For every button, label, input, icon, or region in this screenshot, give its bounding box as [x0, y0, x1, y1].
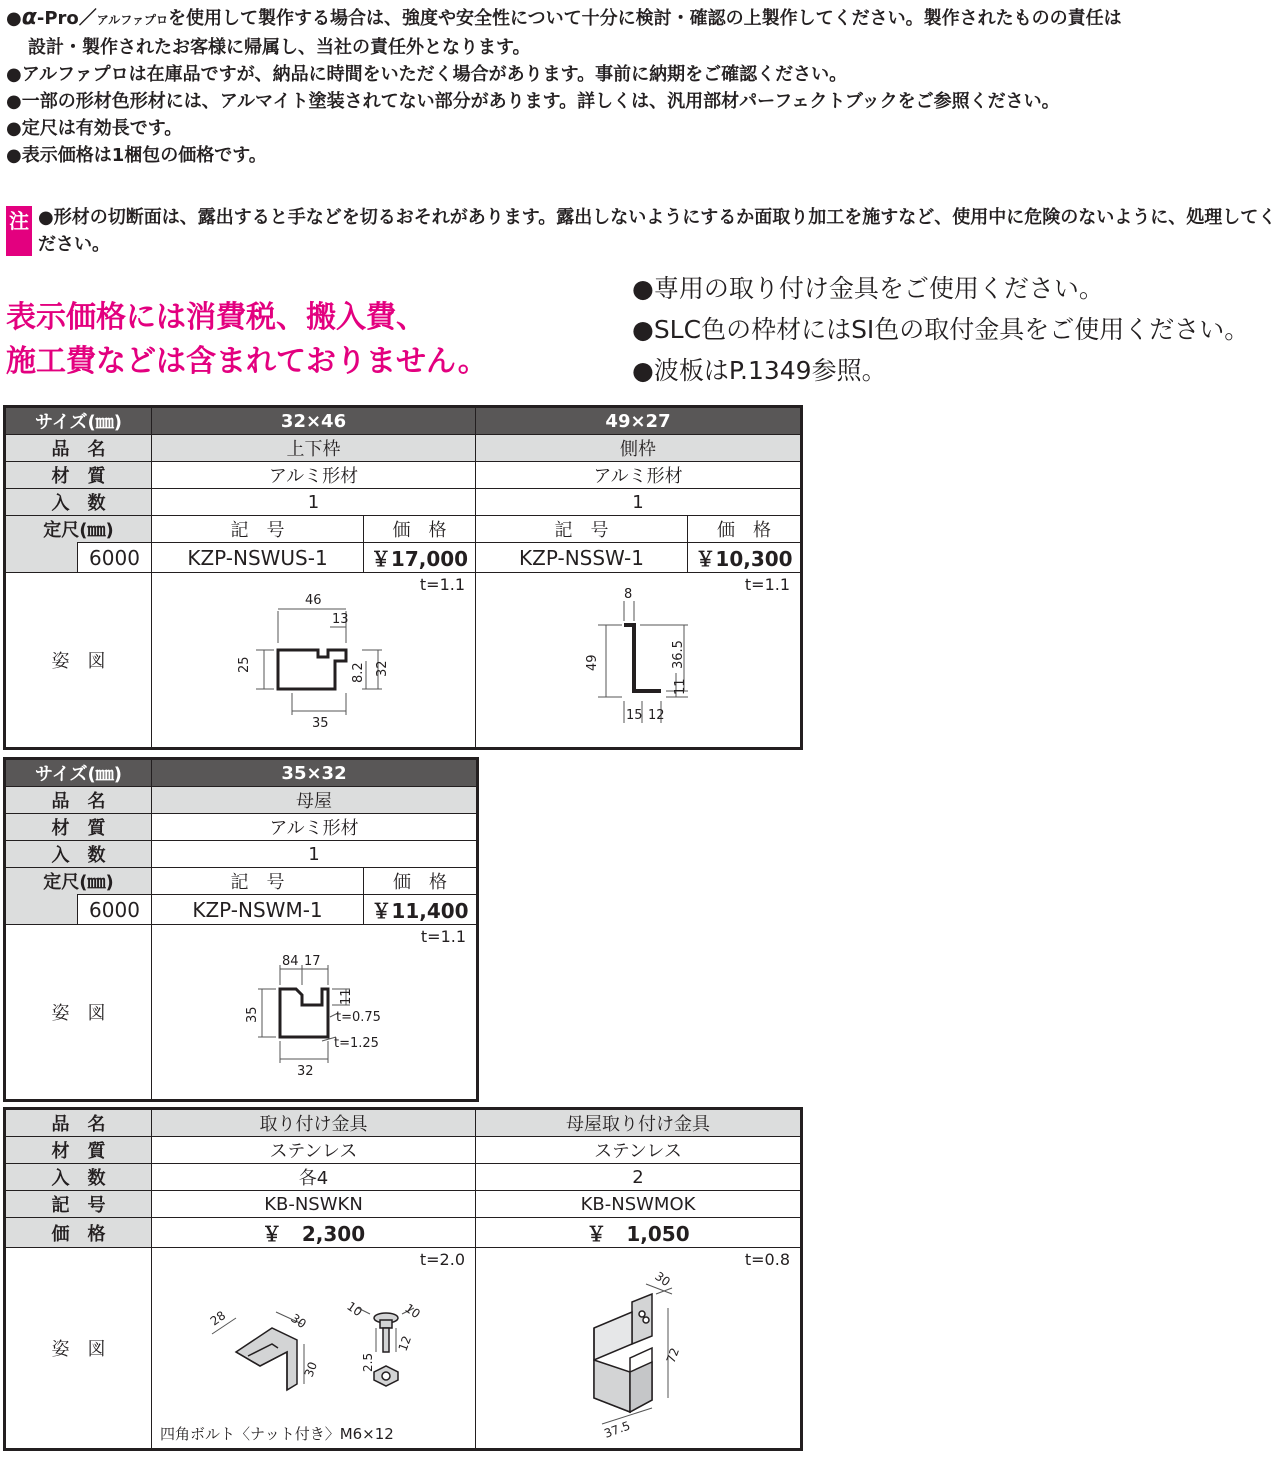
- figure-cell: [476, 573, 802, 749]
- note-line-4: ●定尺は有効長です。: [6, 118, 183, 139]
- thickness-label: t=2.0: [419, 1250, 465, 1269]
- price-header: 価 格: [364, 516, 476, 543]
- size-value: 49×27: [476, 407, 802, 435]
- thickness-label: t=1.1: [419, 575, 466, 594]
- usage-note-1: ●専用の取り付け金具をご使用ください。: [632, 274, 1104, 303]
- product-name: 取り付け金具: [152, 1109, 476, 1137]
- usage-note-2: ●SLC色の枠材にはSI色の取付金具をご使用ください。: [632, 315, 1250, 344]
- material-value: アルミ形材: [152, 462, 476, 489]
- figure-label: 姿 図: [5, 573, 152, 749]
- material-value: ステンレス: [476, 1137, 802, 1164]
- dim-bolt-head-2: 10: [402, 1300, 423, 1322]
- notes-block: [6, 4, 1278, 169]
- qty-label: 入 数: [5, 489, 152, 516]
- product-code: KZP-NSWM-1: [152, 895, 364, 925]
- product-price: ￥11,400: [364, 895, 478, 925]
- size-value: 35×32: [152, 759, 478, 787]
- product-code: KB-NSWKN: [152, 1191, 476, 1218]
- qty-label: 入 数: [5, 841, 152, 868]
- note-line-2: ●アルファプロは在庫品ですが、納品に時間をいただく場合があります。事前に納期をご確認ください。: [6, 64, 848, 85]
- caution-text: ●形材の切断面は、露出すると手などを切るおそれがあります。露出しないようにするか面取り加工を施すなど、使用中に危険のないように、処理してください。: [38, 207, 1277, 255]
- note-line-1-cont: 設計・製作されたお客様に帰属し、当社の責任外となります。: [28, 37, 531, 58]
- profile-drawing-purlin: [152, 925, 476, 1099]
- dim-72: 72: [663, 1345, 683, 1366]
- dim-height: 49: [585, 654, 601, 671]
- qty-value: 各4: [152, 1164, 476, 1191]
- name-label: 品 名: [5, 1109, 152, 1137]
- size-label: サイズ(㎜): [5, 759, 152, 787]
- dim-84: 84: [282, 954, 299, 969]
- price-note: [6, 296, 488, 384]
- code-header: 記 号: [152, 516, 364, 543]
- qty-value: 1: [152, 841, 478, 868]
- code-label: 記 号: [5, 1191, 152, 1218]
- dim-t-thick: t=1.25: [334, 1036, 379, 1051]
- product-price: ￥10,300: [688, 543, 802, 573]
- material-label: 材 質: [5, 1137, 152, 1164]
- product-name: 母屋: [152, 787, 478, 814]
- note-line-5: ●表示価格は1梱包の価格です。: [6, 145, 267, 166]
- dim-lip: 11: [673, 678, 689, 695]
- product-code: KZP-NSWUS-1: [152, 543, 364, 573]
- qty-value: 2: [476, 1164, 802, 1191]
- product-price: ￥ 2,300: [152, 1218, 476, 1248]
- dim-width: 46: [305, 593, 322, 608]
- figure-cell: [152, 573, 476, 749]
- bracket-and-bolt-drawing: [152, 1248, 476, 1448]
- material-value: アルミ形材: [152, 814, 478, 841]
- figure-label: 姿 図: [5, 1248, 152, 1450]
- product-name: 上下枠: [152, 435, 476, 462]
- code-header: 記 号: [152, 868, 364, 895]
- price-note-line-1: 表示価格には消費税、搬入費、: [6, 300, 426, 335]
- usage-note-3: ●波板はP.1349参照。: [632, 356, 887, 385]
- price-header: 価 格: [688, 516, 802, 543]
- product-code: KZP-NSSW-1: [476, 543, 688, 573]
- dim-28: 28: [207, 1308, 229, 1329]
- dim-right: 12: [648, 708, 665, 723]
- thickness-label: t=1.1: [420, 927, 467, 946]
- dim-30-height: 30: [301, 1359, 321, 1380]
- dim-slot: 13: [332, 612, 349, 627]
- profile-drawing-side-frame: [476, 573, 802, 747]
- size-value: 32×46: [152, 407, 476, 435]
- dim-2-5: 2.5: [361, 1352, 375, 1372]
- purlin-bracket-drawing: [476, 1248, 802, 1448]
- product-price: ￥17,000: [364, 543, 476, 573]
- figure-label: 姿 図: [5, 925, 152, 1101]
- name-label: 品 名: [5, 787, 152, 814]
- material-value: ステンレス: [152, 1137, 476, 1164]
- dim-37-5: 37.5: [602, 1418, 633, 1441]
- thickness-label: t=1.1: [744, 575, 791, 594]
- price-header: 価 格: [364, 868, 478, 895]
- figure-cell: [476, 1248, 802, 1450]
- product-name: 母屋取り付け金具: [476, 1109, 802, 1137]
- dim-lip: 8.2: [351, 662, 367, 683]
- material-label: 材 質: [5, 462, 152, 489]
- size-label: サイズ(㎜): [5, 407, 152, 435]
- bracket-spec-table: [3, 1107, 803, 1451]
- length-label: 定尺(㎜): [5, 516, 152, 543]
- dim-height: 25: [237, 656, 253, 673]
- price-label: 価 格: [5, 1218, 152, 1248]
- price-note-line-2: 施工費などは含まれておりません。: [6, 344, 488, 379]
- dim-left: 15: [626, 708, 643, 723]
- product-name: 側枠: [476, 435, 802, 462]
- dim-bottom: 35: [312, 716, 329, 731]
- dim-flange: 8: [624, 587, 633, 602]
- dim-lip: 11: [339, 988, 355, 1005]
- note-line-1: ●α-Pro／アルファプロを使用して製作する場合は、強度や安全性について十分に検討・確認の上製作してください。製作されたものの責任は: [6, 5, 1122, 30]
- dim-height: 35: [245, 1006, 261, 1023]
- qty-label: 入 数: [5, 1164, 152, 1191]
- figure-cell: [152, 1248, 476, 1450]
- dim-width: 32: [297, 1064, 314, 1079]
- caution-mark: 注: [6, 206, 32, 256]
- dim-t-thin: t=0.75: [336, 1010, 381, 1025]
- dim-30: 30: [652, 1268, 673, 1290]
- material-label: 材 質: [5, 814, 152, 841]
- qty-value: 1: [476, 489, 802, 516]
- dim-30: 30: [288, 1310, 309, 1332]
- caution-block: [6, 204, 1278, 258]
- note-line-3: ●一部の形材色形材には、アルマイト塗装されてない部分があります。詳しくは、汎用部材パーフェクトブックをご参照ください。: [6, 91, 1060, 112]
- bolt-caption: 四角ボルト〈ナット付き〉M6×12: [160, 1425, 394, 1443]
- dim-bolt-head-1: 10: [344, 1298, 365, 1320]
- thickness-label: t=0.8: [744, 1250, 790, 1269]
- product-price: ￥ 1,050: [476, 1218, 802, 1248]
- dim-12: 12: [395, 1333, 415, 1354]
- usage-notes: [632, 268, 1249, 391]
- dim-total-height: 32: [375, 660, 391, 677]
- qty-value: 1: [152, 489, 476, 516]
- code-header: 記 号: [476, 516, 688, 543]
- product-code: KB-NSWMOK: [476, 1191, 802, 1218]
- length-label: 定尺(㎜): [5, 868, 152, 895]
- profile-drawing-upper-lower-frame: [152, 573, 476, 747]
- purlin-spec-table: [3, 757, 479, 1102]
- length-value: 6000: [78, 543, 152, 573]
- material-value: アルミ形材: [476, 462, 802, 489]
- dim-inner: 36.5: [671, 640, 687, 669]
- frame-spec-table: [3, 405, 803, 750]
- figure-cell: [152, 925, 478, 1101]
- length-value: 6000: [78, 895, 152, 925]
- alpha-symbol: α: [21, 5, 37, 30]
- dim-17: 17: [304, 954, 321, 969]
- name-label: 品 名: [5, 435, 152, 462]
